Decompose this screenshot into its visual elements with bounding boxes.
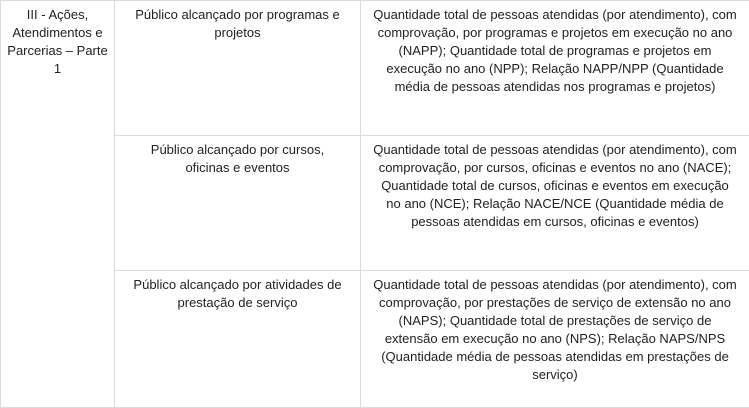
target-cell (115, 136, 361, 271)
indicator-cell (361, 136, 749, 271)
target-text: Público alcançado por atividades de prestação de serviço (129, 276, 346, 312)
indicator-cell (361, 1, 749, 136)
indicator-cell (361, 271, 749, 408)
target-text: Público alcançado por programas e projetos (129, 6, 346, 42)
target-text: Público alcançado por cursos, oficinas e eventos (129, 141, 346, 177)
table-row (1, 1, 749, 136)
section-label: III - Ações, Atendimentos e Parcerias – Parte 1 (3, 6, 112, 78)
indicator-text: Quantidade total de pessoas atendidas (por atendimento), com comprovação, por prestações de serviço de extensão no ano (NAPS); Quantidade total de prestações de serviço de extensão em execução no ano (NPS); Relação NAPS/NPS (Quantidade média de pessoas atendidas em prestações de serviço) (373, 276, 737, 384)
target-cell (115, 271, 361, 408)
section-label-cell (1, 1, 115, 408)
indicator-text: Quantidade total de pessoas atendidas (por atendimento), com comprovação, por cursos, oficinas e eventos no ano (NACE); Quantidade total de cursos, oficinas e eventos em execução no ano (NCE); Relação NACE/NCE (Quantidade média de pessoas atendidas em cursos, oficinas e eventos) (373, 141, 737, 231)
indicator-text: Quantidade total de pessoas atendidas (por atendimento), com comprovação, por programas e projetos em execução no ano (NAPP); Quantidade total de programas e projetos em execução no ano (NPP); Relação NAPP/NPP (Quantidade média de pessoas atendidas nos programas e projetos) (373, 6, 737, 96)
target-cell (115, 1, 361, 136)
